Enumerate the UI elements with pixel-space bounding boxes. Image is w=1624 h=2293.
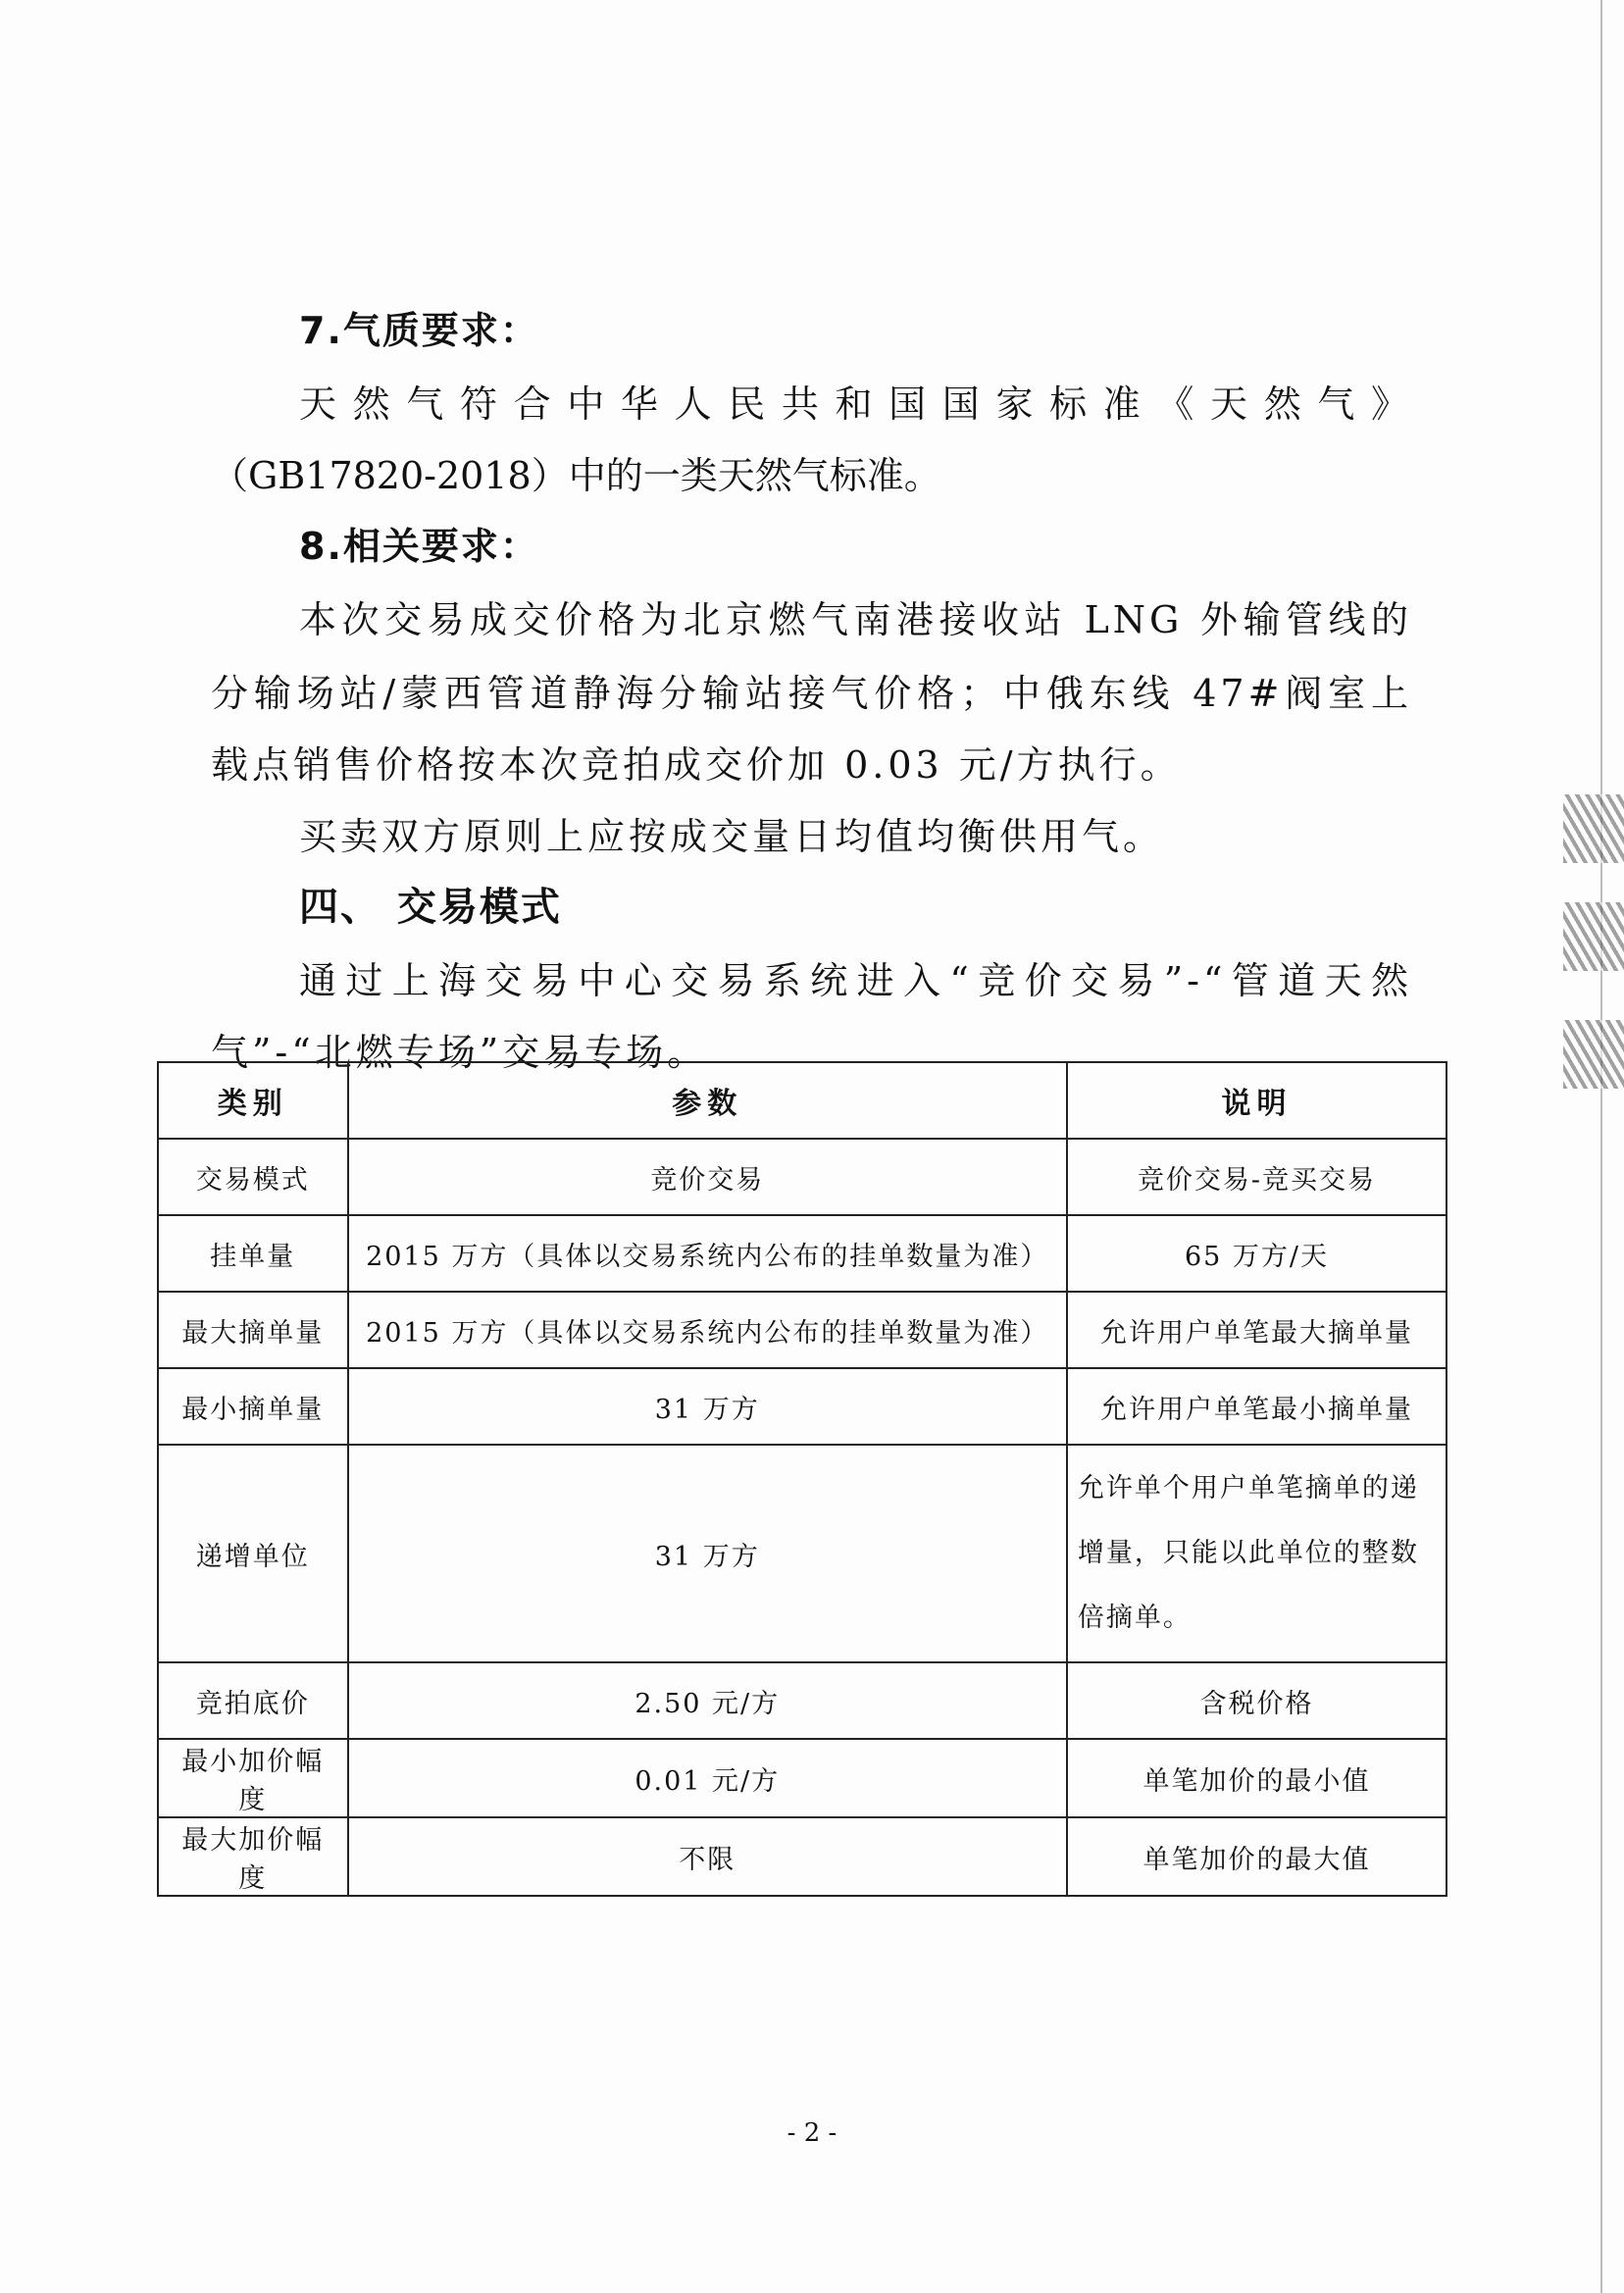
section4-title: 四、 交易模式 (299, 885, 562, 930)
scan-artifact (1563, 902, 1624, 971)
trading-parameters-table (157, 1061, 1447, 1897)
row-category: 递增单位 (158, 1445, 348, 1662)
table-row (158, 1139, 1446, 1215)
section4-text-line2: 气”-“北燃专场”交易专场。 (211, 1031, 709, 1074)
table-row (158, 1215, 1446, 1292)
item8-text-line3: 载点销售价格按本次竞拍成交价加 0.03 元/方执行。 (211, 743, 1182, 787)
row-category: 最小加价幅度 (158, 1739, 348, 1817)
row-note: 单笔加价的最大值 (1067, 1817, 1446, 1896)
page-number: - 2 - (787, 2118, 837, 2148)
row-note: 含税价格 (1067, 1662, 1446, 1739)
table-row (158, 1739, 1446, 1817)
row-parameter: 竞价交易 (348, 1139, 1067, 1215)
scan-artifact (1563, 794, 1624, 863)
row-parameter: 2015 万方（具体以交易系统内公布的挂单数量为准） (348, 1215, 1067, 1292)
row-category: 最大摘单量 (158, 1292, 348, 1368)
item8-text-line4: 买卖双方原则上应按成交量日均值均衡供用气。 (299, 815, 1165, 858)
row-note: 允许单个用户单笔摘单的递增量，只能以此单位的整数倍摘单。 (1067, 1445, 1446, 1662)
table-row (158, 1368, 1446, 1445)
table-row (158, 1292, 1446, 1368)
table-row (158, 1817, 1446, 1896)
row-category: 竞拍底价 (158, 1662, 348, 1739)
section4-text-line1: 通过上海交易中心交易系统进入“竞价交易”-“管道天然 (299, 959, 1412, 1002)
row-note: 65 万方/天 (1067, 1215, 1446, 1292)
row-parameter: 2015 万方（具体以交易系统内公布的挂单数量为准） (348, 1292, 1067, 1368)
scan-artifact (1563, 1020, 1624, 1089)
header-category: 类别 (158, 1062, 348, 1139)
table-header-row (158, 1062, 1446, 1139)
row-parameter: 2.50 元/方 (348, 1662, 1067, 1739)
row-note: 允许用户单笔最小摘单量 (1067, 1368, 1446, 1445)
row-parameter: 31 万方 (348, 1368, 1067, 1445)
item8-text-line2: 分输场站/蒙西管道静海分输站接气价格；中俄东线 47#阀室上 (211, 672, 1412, 715)
item8-title: 8.相关要求： (299, 525, 539, 568)
table-row (158, 1445, 1446, 1662)
scan-edge-line (1600, 0, 1602, 2293)
row-category: 最大加价幅度 (158, 1817, 348, 1896)
header-parameter: 参数 (348, 1062, 1067, 1139)
row-category: 挂单量 (158, 1215, 348, 1292)
item8-text-line1: 本次交易成交价格为北京燃气南港接收站 LNG 外输管线的 (299, 598, 1412, 641)
row-parameter: 31 万方 (348, 1445, 1067, 1662)
row-category: 最小摘单量 (158, 1368, 348, 1445)
row-note: 竞价交易-竞买交易 (1067, 1139, 1446, 1215)
row-parameter: 不限 (348, 1817, 1067, 1896)
item7-text-line1: 天然气符合中华人民共和国国家标准《天然气》 (299, 382, 1412, 426)
header-note: 说明 (1067, 1062, 1446, 1139)
row-category: 交易模式 (158, 1139, 348, 1215)
row-note: 允许用户单笔最大摘单量 (1067, 1292, 1446, 1368)
table-row (158, 1662, 1446, 1739)
item7-title: 7.气质要求： (299, 309, 539, 352)
item7-text-line2: （GB17820-2018）中的一类天然气标准。 (211, 454, 941, 497)
row-note: 单笔加价的最小值 (1067, 1739, 1446, 1817)
row-parameter: 0.01 元/方 (348, 1739, 1067, 1817)
